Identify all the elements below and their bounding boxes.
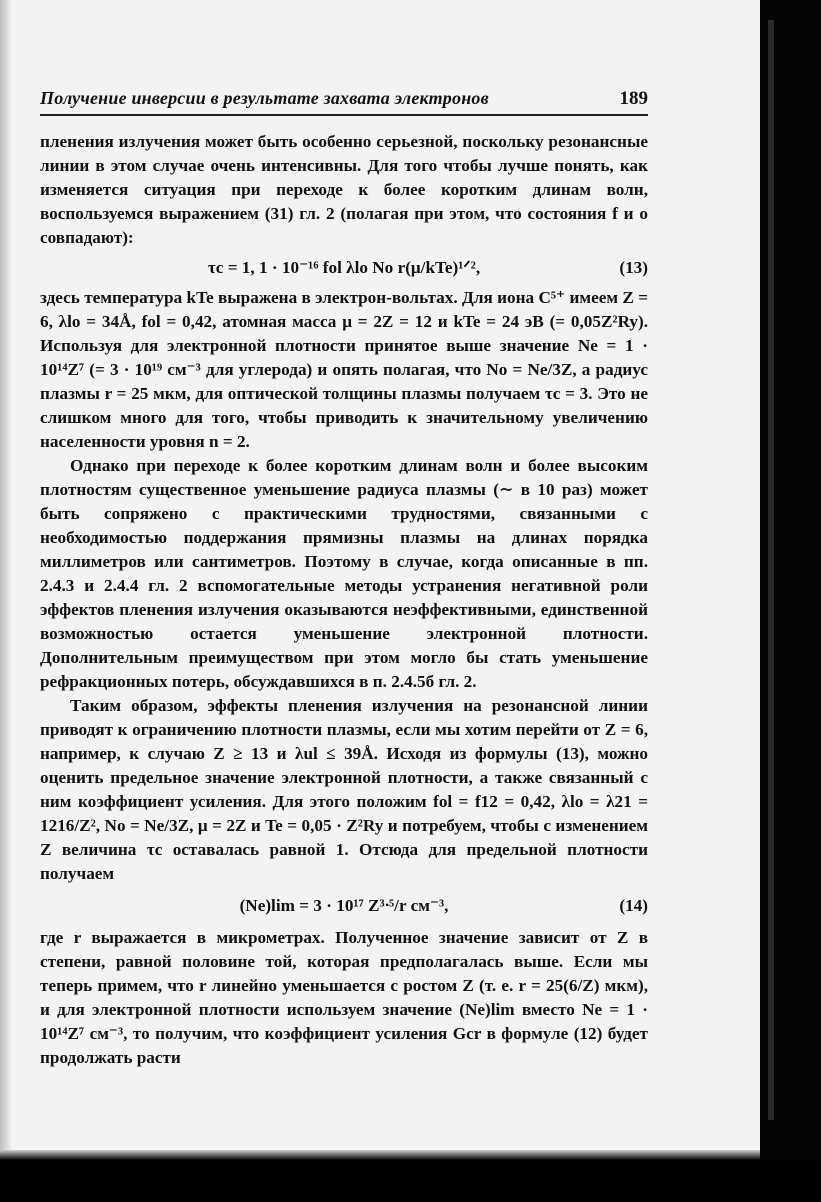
- equation-14-number: (14): [619, 896, 648, 915]
- equation-14-expression: (Ne)lim = 3 · 10¹⁷ Z³ᐧ⁵/r см⁻³,: [239, 896, 449, 915]
- page-bottom-shadow: [0, 1150, 760, 1160]
- paragraph-3: Однако при переходе к более коротким длинам волн и более высоким плотностям существенное уменьшение радиуса плазмы (∼ в 10 раз) может быть сопряжено с практическими трудностями, связанными с необходимостью поддержания прямизны плазмы на длинах порядка миллиметров или сантиметров. Поэтому в случае, когда описанные в пп. 2.4.3 и 2.4.4 гл. 2 вспомогательные методы устранения негативной роли эффектов пленения излучения оказываются неэффективными, единственной возможностью остается уменьшение электронной плотности. Дополнительным преимуществом при этом могло бы стать уменьшение рефракционных потерь, обсуждавшихся в п. 2.4.5б гл. 2.: [40, 456, 648, 691]
- page-number: 189: [619, 88, 648, 109]
- equation-14: [40, 892, 648, 920]
- equation-13-expression: τc = 1, 1 · 10⁻¹⁶ fol λlo No r(μ/kTe)¹ᐟ²,: [207, 258, 481, 277]
- header-rule: [40, 114, 648, 116]
- page-left-shadow: [0, 0, 12, 1160]
- equation-13: [40, 254, 648, 282]
- paragraph-2: здесь температура kTe выражена в электрон-вольтах. Для иона C⁵⁺ имеем Z = 6, λlo = 34Å, fol = 0,42, атомная масса μ = 2Z = 12 и kTe = 24 эВ (= 0,05Z²Ry). Используя для электронной плотности принятое выше значение Ne = 1 · 10¹⁴Z⁷ (= 3 · 10¹⁹ см⁻³ для углерода) и опять полагая, что No = Ne/3Z, а радиус плазмы r = 25 мкм, для оптической толщины плазмы получаем τc = 3. Это не слишком много для того, чтобы приводить к значительному увеличению населенности уровня n = 2.: [40, 288, 648, 451]
- paragraph-1: пленения излучения может быть особенно серьезной, поскольку резонансные линии в этом случае очень интенсивны. Для того чтобы лучше понять, как изменяется ситуация при переходе к более коротким длинам волн, воспользуемся выражением (31) гл. 2 (полагая при этом, что состояния f и o совпадают):: [40, 132, 648, 247]
- scan-edge-strip: [768, 20, 774, 1120]
- scan-dark-edge-bottom: [0, 1160, 821, 1202]
- paragraph-5: где r выражается в микрометрах. Полученное значение зависит от Z в степени, равной половине той, которая предполагалась выше. Если мы теперь примем, что r линейно уменьшается с ростом Z (т. е. r = 25(6/Z) мкм), и для электронной плотности используем значение (Ne)lim вместо Ne = 1 · 10¹⁴Z⁷ см⁻³, то получим, что коэффициент усиления Gcr в формуле (12) будет продолжать расти: [40, 928, 648, 1067]
- paragraph-4: Таким образом, эффекты пленения излучения на резонансной линии приводят к ограничению плотности плазмы, если мы хотим перейти от Z = 6, например, к случаю Z ≥ 13 и λul ≤ 39Å. Исходя из формулы (13), можно оценить предельное значение электронной плотности, а также связанный с ним коэффициент усиления. Для этого положим fol = f12 = 0,42, λlo = λ21 = 1216/Z², No = Ne/3Z, μ = 2Z и Te = 0,05 · Z²Ry и потребуем, чтобы с изменением Z величина τc оставалась равной 1. Отсюда для предельной плотности получаем: [40, 696, 648, 883]
- page-body: [40, 130, 648, 1070]
- running-header: [40, 88, 648, 114]
- running-title: Получение инверсии в результате захвата электронов: [40, 88, 489, 108]
- equation-13-number: (13): [619, 258, 648, 277]
